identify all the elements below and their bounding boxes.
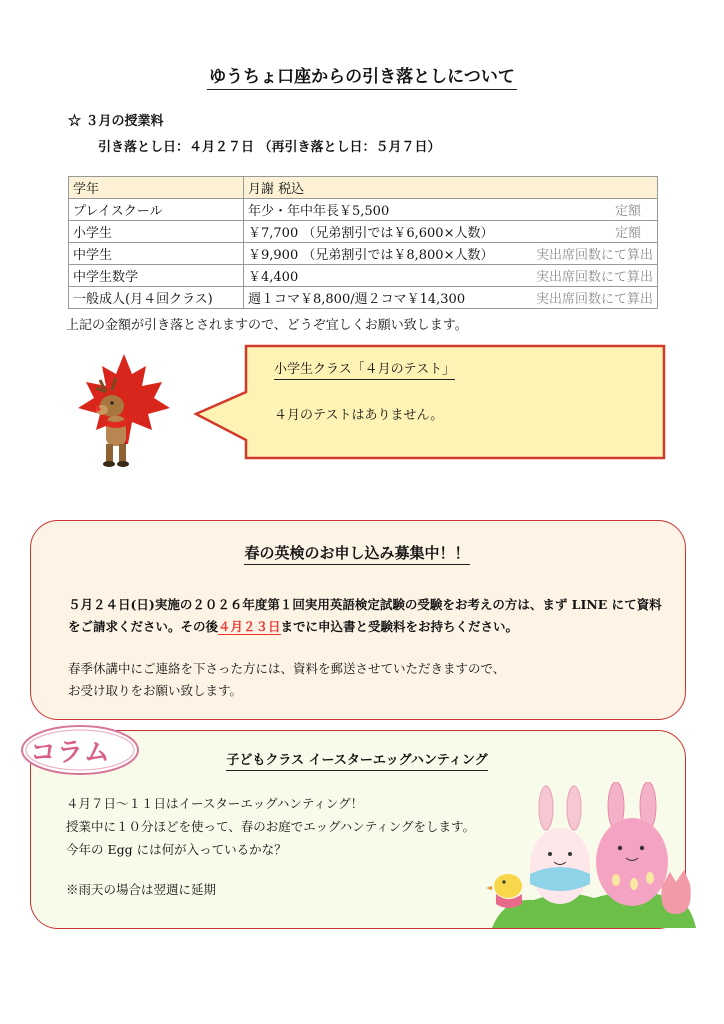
- grade-cell: プレイスクール: [69, 199, 244, 221]
- fee-note: 実出席回数にて算出: [535, 292, 653, 307]
- bubble-text: ４月のテストはありません。: [274, 408, 444, 423]
- fee-table: [68, 176, 658, 309]
- fee-cell: ￥4,400 実出席回数にて算出: [244, 265, 658, 287]
- column-line: ４月７日～１１日はイースターエッグハンティング！: [66, 796, 364, 811]
- page-title: ゆうちょ口座からの引き落としについて: [0, 62, 724, 87]
- fee-note: 定額: [614, 204, 641, 219]
- eiken-line: お受け取りをお願い致します。: [68, 683, 243, 698]
- grade-cell: 中学生: [69, 243, 244, 265]
- fee-remark: 上記の金額が引き落とされますので、どうぞ宜しくお願い致します。: [66, 318, 468, 333]
- fee-cell: ￥7,700 （兄弟割引では￥6,600×人数） 定額: [244, 221, 658, 243]
- column-badge: コラム: [30, 738, 111, 768]
- fee-note: 定額: [614, 226, 641, 241]
- fee-cell: ￥9,900 （兄弟割引では￥8,800×人数） 実出席回数にて算出: [244, 243, 658, 265]
- grade-cell: 小学生: [69, 221, 244, 243]
- grade-cell: 一般成人(月４回クラス): [69, 287, 244, 309]
- eiken-line: 春季休講中にご連絡を下さった方には、資料を郵送させていただきますので、: [68, 661, 506, 676]
- table-row: [69, 287, 658, 309]
- eiken-paragraph-1: [68, 594, 662, 638]
- column-body: [66, 792, 475, 861]
- deadline-date: ４月２３日: [218, 619, 281, 634]
- table-header: [69, 177, 658, 199]
- table-row: [69, 243, 658, 265]
- fee-note: 実出席回数にて算出: [535, 270, 653, 285]
- fee-cell: 週１コマ￥8,800/週２コマ￥14,300 実出席回数にて算出: [244, 287, 658, 309]
- section-heading: ☆ ３月の授業料: [68, 114, 164, 129]
- eiken-line: をご請求ください。その後４月２３日までに申込書と受験料をお持ちください。: [68, 619, 519, 634]
- table-row: [69, 265, 658, 287]
- fee-cell: 年少・年中年長￥5,500 定額: [244, 199, 658, 221]
- reindeer-maple-illustration: [76, 352, 172, 474]
- eiken-title: 春の英検のお申し込み募集中！！: [30, 542, 684, 563]
- table-row: [69, 221, 658, 243]
- grade-cell: 中学生数学: [69, 265, 244, 287]
- fee-note: 実出席回数にて算出: [535, 248, 653, 263]
- eiken-line: ５月２４日(日)実施の２０２６年度第１回実用英語検定試験の受験をお考えの方は、まず LINE にて資料: [68, 597, 662, 612]
- header-fee: 月謝 税込: [244, 177, 658, 199]
- column-line: 今年の Egg には何が入っているかな？: [66, 842, 287, 857]
- table-row: [69, 199, 658, 221]
- rain-note: ※雨天の場合は翌週に延期: [66, 882, 217, 897]
- march-tuition-section: [68, 110, 441, 155]
- debit-date: 引き落とし日：４月２７日 （再引き落とし日：５月７日）: [98, 140, 441, 155]
- column-line: 授業中に１０分ほどを使って、春のお庭でエッグハンティングをします。: [66, 819, 476, 834]
- bubble-title: 小学生クラス「４月のテスト」: [274, 358, 455, 377]
- header-grade: 学年: [69, 177, 244, 199]
- eiken-paragraph-2: [68, 658, 505, 702]
- easter-egg-illustration: [484, 782, 698, 928]
- column-title: 子どもクラス イースターエッグハンティング: [30, 749, 684, 768]
